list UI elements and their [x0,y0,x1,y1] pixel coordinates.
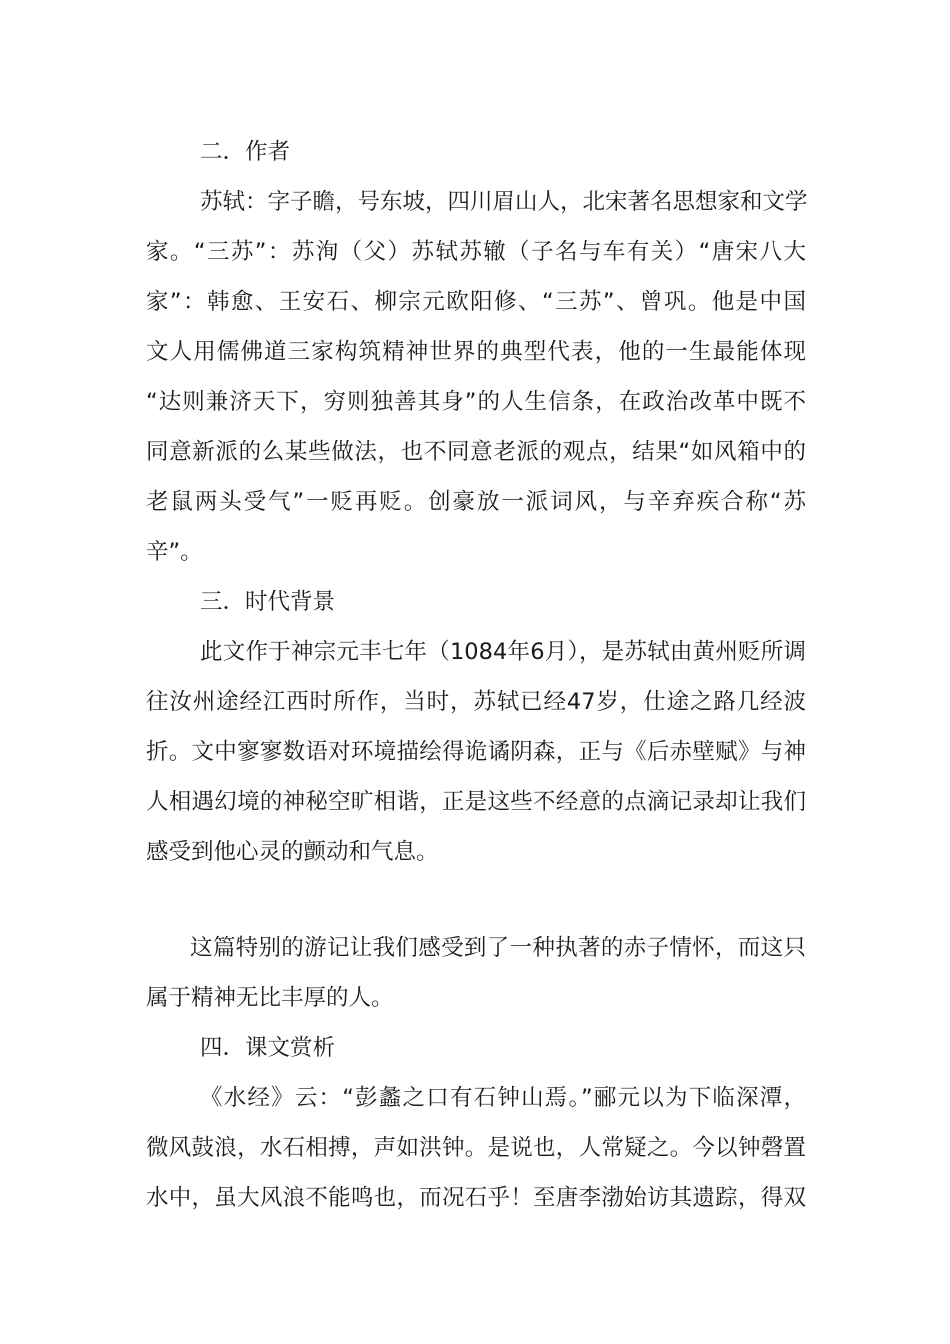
paragraph-line: 辛”。 [146,539,203,565]
paragraph-line: 家。“三苏”：苏洵（父）苏轼苏辙（子名与车有关）“唐宋八大 [146,239,806,265]
paragraph-line: 水中，虽大风浪不能鸣也，而况石乎！至唐李渤始访其遗踪，得双 [146,1185,806,1211]
paragraph-line: 感受到他心灵的颤动和气息。 [146,839,439,865]
paragraph-line: 往汝州途经江西时所作，当时，苏轼已经47岁，仕途之路几经波 [146,689,806,715]
paragraph-line: 同意新派的么某些做法，也不同意老派的观点，结果“如风箱中的 [146,439,806,465]
paragraph-line: 此文作于神宗元丰七年（1084年6月），是苏轼由黄州贬所调 [200,639,806,665]
section-heading-background: 三．时代背景 [200,589,336,615]
paragraph-line: 家”：韩愈、王安石、柳宗元欧阳修、“三苏”、曾巩。他是中国 [146,289,806,315]
paragraph-line: 微风鼓浪，水石相搏，声如洪钟。是说也，人常疑之。今以钟磬置 [146,1135,806,1161]
paragraph-line: 文人用儒佛道三家构筑精神世界的典型代表，他的一生最能体现 [146,339,806,365]
paragraph-line: 《水经》云：“彭蠡之口有石钟山焉。”郦元以为下临深潭， [200,1085,806,1111]
paragraph-line: 属于精神无比丰厚的人。 [146,985,394,1011]
paragraph-line: “达则兼济天下，穷则独善其身”的人生信条，在政治改革中既不 [146,389,806,415]
paragraph-line: 人相遇幻境的神秘空旷相谐，正是这些不经意的点滴记录却让我们 [146,789,806,815]
paragraph-line: 折。文中寥寥数语对环境描绘得诡谲阴森，正与《后赤壁赋》与神 [146,739,806,765]
section-heading-author: 二．作者 [200,139,291,165]
paragraph-line: 老鼠两头受气”一贬再贬。创豪放一派词风，与辛弃疾合称“苏 [146,489,806,515]
paragraph-line: 这篇特别的游记让我们感受到了一种执著的赤子情怀，而这只 [190,935,806,961]
paragraph-line: 苏轼：字子瞻，号东坡，四川眉山人，北宋著名思想家和文学 [200,189,808,215]
section-heading-appreciation: 四．课文赏析 [200,1035,336,1061]
